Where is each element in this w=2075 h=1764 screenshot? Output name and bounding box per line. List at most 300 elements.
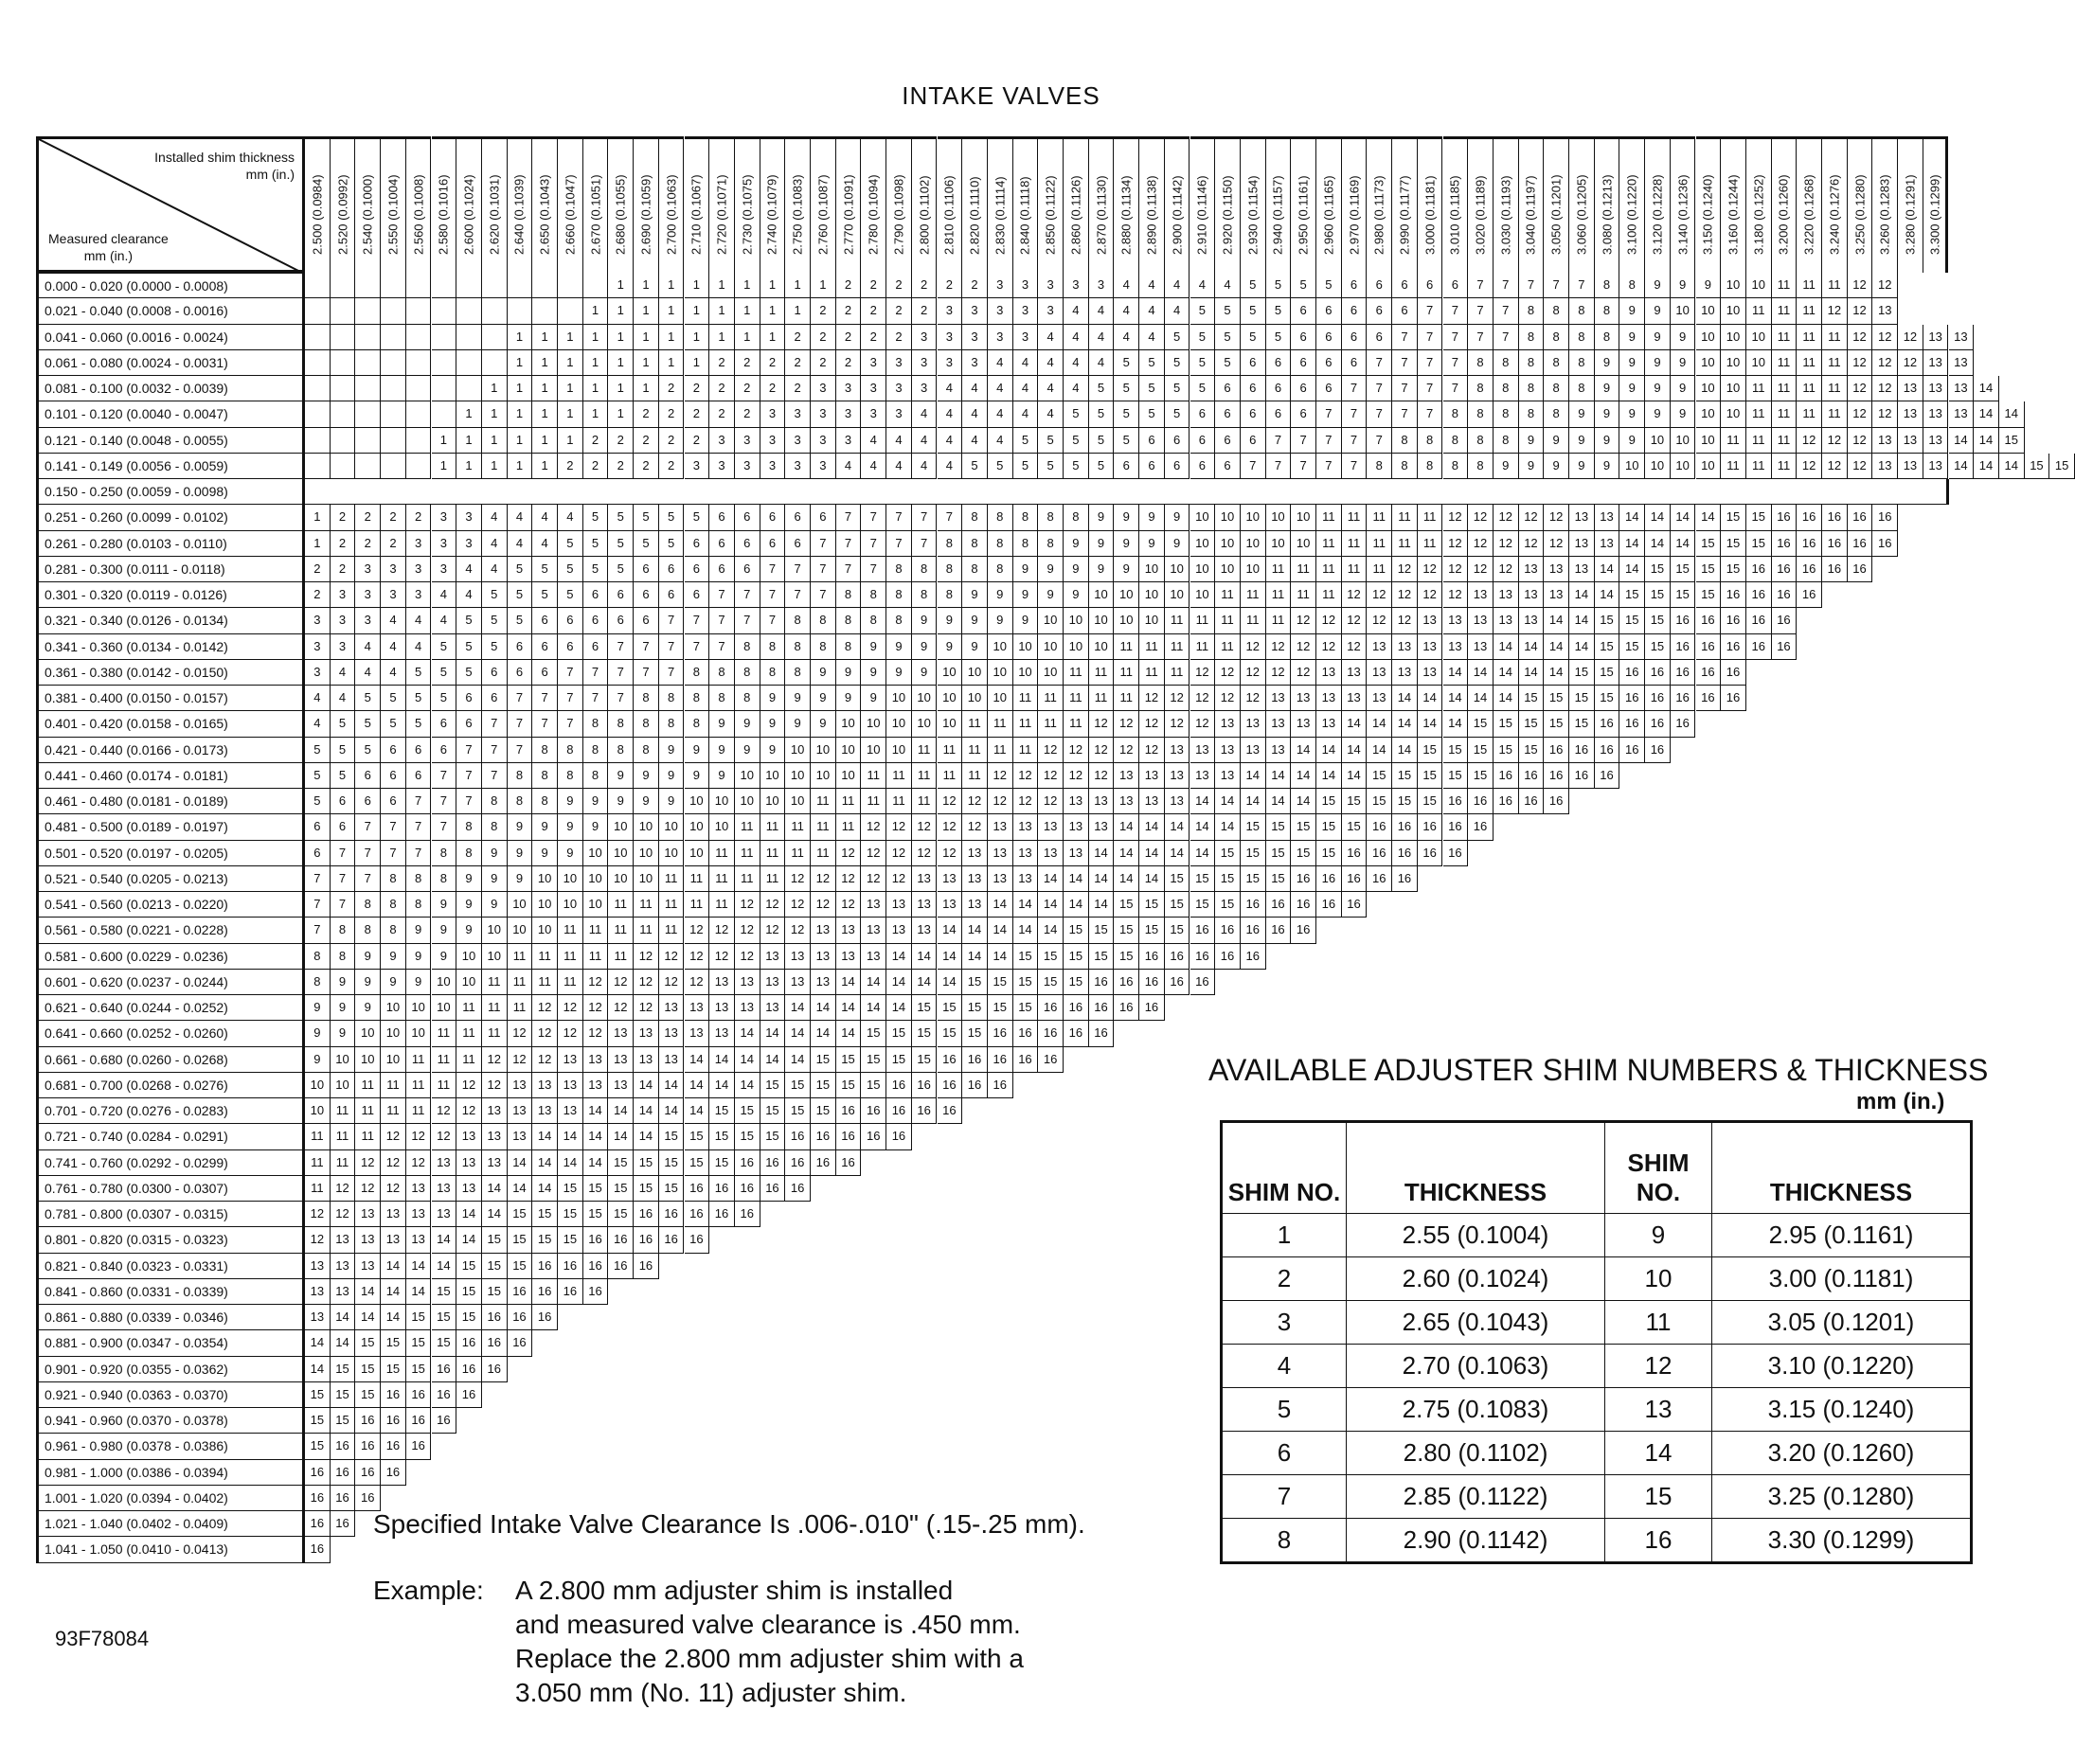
grid-cell: 13 — [1064, 814, 1089, 840]
grid-cell: 9 — [331, 1021, 356, 1046]
grid-cell: 8 — [1038, 531, 1064, 557]
grid-cell: 9 — [508, 866, 533, 892]
grid-cell: 12 — [1872, 401, 1898, 427]
grid-cell: 9 — [482, 841, 508, 866]
grid-cell: 10 — [406, 995, 432, 1021]
grid-cell: 14 — [583, 1150, 609, 1176]
grid-cell: 16 — [1619, 711, 1645, 737]
grid-cell: 10 — [1671, 298, 1696, 324]
grid-cell: 7 — [1443, 376, 1469, 401]
grid-cell: 6 — [532, 660, 558, 686]
grid-cell: 5 — [659, 531, 685, 557]
grid-cell: 4 — [456, 582, 482, 608]
grid-cell: 11 — [1165, 660, 1190, 686]
grid-cell: 15 — [1342, 814, 1368, 840]
grid-cell: 14 — [1544, 608, 1569, 633]
grid-cell: 11 — [659, 866, 685, 892]
grid-cell: 7 — [709, 582, 735, 608]
column-header-label: 3.240 (0.1276) — [1827, 174, 1842, 255]
grid-cell: 12 — [1013, 789, 1039, 814]
grid-cell: 7 — [1367, 376, 1392, 401]
grid-cell: 3 — [331, 634, 356, 660]
grid-cell: 10 — [634, 814, 659, 840]
grid-cell: 14 — [685, 1073, 710, 1098]
grid-cell: 16 — [355, 1486, 381, 1511]
grid-cell: 11 — [532, 970, 558, 995]
grid-cell: 14 — [1468, 660, 1494, 686]
grid-cell: 8 — [1468, 350, 1494, 376]
column-header — [938, 136, 963, 273]
grid-cell: 16 — [1165, 944, 1190, 970]
grid-cell: 6 — [1291, 376, 1316, 401]
grid-cell: 13 — [432, 1202, 457, 1227]
grid-cell: 15 — [1671, 582, 1696, 608]
grid-cell: 16 — [1089, 1021, 1115, 1046]
grid-cell: 12 — [558, 995, 583, 1021]
grid-cell: 8 — [912, 582, 938, 608]
clearance-row-label: 0.141 - 0.149 (0.0056 - 0.0059) — [36, 454, 305, 479]
grid-cell: 4 — [305, 686, 331, 711]
grid-cell: 4 — [1064, 325, 1089, 350]
grid-cell: 6 — [331, 814, 356, 840]
grid-cell: 11 — [1797, 350, 1822, 376]
grid-cell: 12 — [482, 1073, 508, 1098]
column-header-label: 2.870 (0.1130) — [1094, 175, 1109, 255]
grid-cell: 13 — [1266, 738, 1292, 763]
grid-cell: 4 — [355, 660, 381, 686]
grid-cell: 16 — [1316, 866, 1342, 892]
grid-cell: 16 — [938, 1098, 963, 1124]
measured-clearance-label — [48, 230, 169, 264]
grid-cell: 8 — [558, 763, 583, 789]
grid-cell: 4 — [1089, 350, 1115, 376]
grid-cell-blank — [381, 325, 406, 350]
grid-cell: 15 — [1139, 918, 1165, 943]
grid-cell: 11 — [1291, 557, 1316, 582]
grid-cell: 6 — [1367, 325, 1392, 350]
grid-cell-blank — [331, 376, 356, 401]
specified-clearance-note: Specified Intake Valve Clearance Is .006-.010" (.15-.25 mm). — [373, 1509, 1085, 1539]
shim-thickness-cell: 3.30 (0.1299) — [1712, 1519, 1972, 1563]
shim-number-cell: 3 — [1222, 1301, 1347, 1345]
grid-cell: 10 — [355, 1021, 381, 1046]
grid-cell: 6 — [685, 557, 710, 582]
grid-cell: 16 — [785, 1150, 811, 1176]
grid-cell: 8 — [1595, 273, 1620, 298]
grid-cell: 4 — [912, 454, 938, 479]
grid-cell: 15 — [1696, 531, 1722, 557]
grid-cell: 13 — [760, 944, 786, 970]
grid-cell: 13 — [1316, 686, 1342, 711]
grid-cell: 7 — [785, 582, 811, 608]
grid-cell: 16 — [1519, 789, 1545, 814]
grid-cell: 7 — [1392, 376, 1418, 401]
grid-cell: 16 — [634, 1254, 659, 1279]
grid-cell: 8 — [785, 660, 811, 686]
grid-cell: 6 — [583, 634, 609, 660]
grid-cell: 8 — [381, 892, 406, 918]
grid-cell: 1 — [634, 350, 659, 376]
clearance-row-label: 0.481 - 0.500 (0.0189 - 0.0197) — [36, 814, 305, 840]
grid-cell: 13 — [1872, 428, 1898, 454]
grid-cell: 2 — [331, 531, 356, 557]
grid-cell: 8 — [1392, 428, 1418, 454]
grid-cell: 14 — [1291, 738, 1316, 763]
grid-cell: 10 — [1013, 634, 1039, 660]
grid-cell: 14 — [1266, 763, 1292, 789]
grid-cell: 9 — [1595, 428, 1620, 454]
grid-cell: 14 — [1241, 789, 1266, 814]
grid-cell: 2 — [811, 325, 836, 350]
grid-cell: 9 — [1645, 298, 1671, 324]
grid-cell: 12 — [760, 892, 786, 918]
grid-cell: 15 — [432, 1279, 457, 1305]
grid-cell: 8 — [634, 686, 659, 711]
grid-cell: 13 — [760, 970, 786, 995]
grid-cell: 11 — [1114, 634, 1139, 660]
grid-cell: 6 — [532, 608, 558, 633]
clearance-row-label: 0.461 - 0.480 (0.0181 - 0.0189) — [36, 789, 305, 814]
grid-cell: 9 — [912, 634, 938, 660]
column-header — [685, 136, 710, 273]
grid-cell-blank — [305, 273, 331, 298]
grid-cell: 13 — [608, 1073, 634, 1098]
grid-cell: 8 — [305, 970, 331, 995]
grid-cell: 12 — [785, 866, 811, 892]
grid-cell: 1 — [482, 376, 508, 401]
grid-cell: 9 — [432, 892, 457, 918]
grid-cell: 1 — [456, 454, 482, 479]
grid-cell: 8 — [331, 918, 356, 943]
grid-cell: 16 — [735, 1176, 760, 1202]
grid-cell: 13 — [558, 1098, 583, 1124]
grid-cell: 13 — [735, 995, 760, 1021]
grid-cell-blank — [482, 273, 508, 298]
grid-cell: 16 — [1367, 866, 1392, 892]
grid-cell: 9 — [608, 789, 634, 814]
grid-cell: 13 — [1898, 454, 1923, 479]
grid-cell: 5 — [1316, 273, 1342, 298]
grid-cell: 7 — [1544, 273, 1569, 298]
grid-cell: 1 — [608, 325, 634, 350]
grid-cell: 16 — [685, 1176, 710, 1202]
column-header — [861, 136, 886, 273]
grid-cell: 15 — [1645, 582, 1671, 608]
grid-cell: 9 — [482, 866, 508, 892]
grid-cell: 11 — [355, 1124, 381, 1149]
grid-cell: 12 — [1872, 273, 1898, 298]
grid-cell: 13 — [1215, 711, 1241, 737]
grid-cell: 14 — [1999, 454, 2025, 479]
grid-cell: 2 — [912, 298, 938, 324]
grid-cell: 10 — [634, 841, 659, 866]
shim-number-cell: 14 — [1605, 1432, 1712, 1475]
grid-cell: 15 — [1266, 866, 1292, 892]
grid-cell: 10 — [1721, 350, 1746, 376]
grid-cell: 12 — [608, 970, 634, 995]
grid-cell: 15 — [508, 1227, 533, 1253]
grid-cell: 16 — [685, 1227, 710, 1253]
grid-cell: 1 — [608, 401, 634, 427]
example-line: and measured valve clearance is .450 mm. — [515, 1610, 1021, 1639]
grid-cell: 10 — [1064, 608, 1089, 633]
grid-cell: 14 — [482, 1202, 508, 1227]
grid-cell: 14 — [1139, 841, 1165, 866]
grid-cell: 9 — [760, 738, 786, 763]
grid-cell: 3 — [432, 531, 457, 557]
grid-cell: 11 — [1721, 428, 1746, 454]
installed-shim-text: Installed shim thickness — [154, 150, 295, 165]
grid-cell: 13 — [1342, 686, 1368, 711]
grid-cell: 13 — [406, 1227, 432, 1253]
grid-cell: 12 — [331, 1176, 356, 1202]
grid-cell-blank — [355, 350, 381, 376]
grid-cell: 5 — [355, 686, 381, 711]
grid-cell: 9 — [1645, 401, 1671, 427]
grid-cell: 16 — [381, 1408, 406, 1434]
grid-cell: 16 — [1619, 686, 1645, 711]
grid-cell: 16 — [1721, 634, 1746, 660]
grid-cell: 16 — [912, 1098, 938, 1124]
grid-cell: 10 — [508, 892, 533, 918]
grid-cell-blank — [583, 273, 609, 298]
grid-cell: 15 — [988, 970, 1013, 995]
grid-cell: 4 — [1089, 298, 1115, 324]
shim-number-cell: 15 — [1605, 1475, 1712, 1519]
grid-cell: 12 — [532, 1047, 558, 1073]
grid-cell: 16 — [331, 1511, 356, 1537]
grid-cell: 14 — [1619, 531, 1645, 557]
grid-cell: 11 — [1418, 531, 1443, 557]
grid-cell: 15 — [1721, 505, 1746, 530]
grid-cell: 11 — [634, 918, 659, 943]
column-header — [305, 136, 331, 273]
grid-cell: 13 — [1038, 814, 1064, 840]
grid-cell: 9 — [634, 763, 659, 789]
grid-cell: 9 — [1013, 557, 1039, 582]
grid-cell: 12 — [735, 918, 760, 943]
grid-cell: 2 — [709, 376, 735, 401]
grid-cell: 5 — [456, 634, 482, 660]
grid-cell: 3 — [836, 401, 862, 427]
column-header — [1139, 136, 1165, 273]
grid-cell: 11 — [1266, 582, 1292, 608]
clearance-row-label: 0.150 - 0.250 (0.0059 - 0.0098) — [36, 479, 305, 505]
grid-cell: 13 — [659, 1021, 685, 1046]
grid-cell: 2 — [406, 505, 432, 530]
grid-cell: 2 — [685, 376, 710, 401]
grid-cell: 16 — [1114, 970, 1139, 995]
grid-cell: 13 — [1949, 376, 1975, 401]
clearance-row-label: 0.321 - 0.340 (0.0126 - 0.0134) — [36, 608, 305, 633]
grid-cell: 15 — [836, 1047, 862, 1073]
grid-cell: 13 — [1392, 660, 1418, 686]
grid-cell: 1 — [558, 350, 583, 376]
grid-cell: 12 — [1089, 738, 1115, 763]
grid-cell: 4 — [482, 557, 508, 582]
grid-cell: 15 — [456, 1254, 482, 1279]
grid-cell: 4 — [1038, 325, 1064, 350]
grid-cell: 2 — [811, 298, 836, 324]
grid-cell: 13 — [1291, 686, 1316, 711]
shim-number-cell: 8 — [1222, 1519, 1347, 1563]
grid-cell: 7 — [1443, 325, 1469, 350]
grid-cell: 15 — [1316, 841, 1342, 866]
grid-cell: 9 — [1619, 376, 1645, 401]
grid-cell: 15 — [1645, 608, 1671, 633]
grid-cell: 1 — [508, 401, 533, 427]
grid-cell: 16 — [1872, 505, 1898, 530]
clearance-row-label: 1.041 - 1.050 (0.0410 - 0.0413) — [36, 1537, 305, 1562]
grid-cell: 10 — [962, 686, 988, 711]
grid-cell: 7 — [381, 814, 406, 840]
grid-cell: 13 — [962, 892, 988, 918]
grid-cell: 15 — [1418, 738, 1443, 763]
grid-cell: 12 — [1519, 505, 1545, 530]
grid-cell: 14 — [331, 1330, 356, 1356]
grid-cell: 1 — [608, 376, 634, 401]
grid-cell: 9 — [1013, 582, 1039, 608]
grid-cell: 8 — [988, 557, 1013, 582]
clearance-row-label: 0.801 - 0.820 (0.0315 - 0.0323) — [36, 1227, 305, 1253]
grid-cell: 10 — [938, 711, 963, 737]
grid-cell: 10 — [1038, 660, 1064, 686]
grid-cell: 7 — [1241, 454, 1266, 479]
grid-cell: 15 — [1342, 789, 1368, 814]
grid-cell: 14 — [1038, 892, 1064, 918]
grid-cell: 4 — [886, 428, 912, 454]
grid-cell: 16 — [735, 1202, 760, 1227]
grid-cell: 6 — [558, 608, 583, 633]
grid-cell: 5 — [1241, 298, 1266, 324]
shim-thickness-cell: 2.75 (0.1083) — [1347, 1388, 1605, 1432]
grid-cell: 10 — [1619, 454, 1645, 479]
grid-cell: 9 — [1696, 273, 1722, 298]
column-header-label: 2.730 (0.1075) — [740, 174, 755, 255]
grid-cell: 6 — [735, 531, 760, 557]
grid-cell: 14 — [912, 944, 938, 970]
grid-cell: 5 — [1190, 298, 1216, 324]
grid-cell: 15 — [861, 1021, 886, 1046]
grid-cell: 15 — [1418, 789, 1443, 814]
grid-cell: 10 — [1746, 350, 1772, 376]
page-title: INTAKE VALVES — [902, 81, 1100, 110]
grid-cell: 12 — [532, 1021, 558, 1046]
grid-cell: 10 — [811, 738, 836, 763]
grid-cell: 5 — [482, 634, 508, 660]
grid-cell: 16 — [785, 1124, 811, 1149]
grid-cell: 15 — [685, 1124, 710, 1149]
grid-cell: 16 — [406, 1382, 432, 1408]
grid-cell: 16 — [1064, 1021, 1089, 1046]
grid-cell: 16 — [1241, 944, 1266, 970]
column-header — [1190, 136, 1216, 273]
grid-cell: 12 — [785, 892, 811, 918]
grid-cell: 11 — [760, 814, 786, 840]
grid-cell: 2 — [685, 428, 710, 454]
grid-cell: 9 — [305, 1047, 331, 1073]
grid-cell: 11 — [1241, 582, 1266, 608]
grid-cell: 13 — [634, 1021, 659, 1046]
grid-cell: 8 — [508, 789, 533, 814]
grid-cell: 10 — [1215, 505, 1241, 530]
grid-cell: 16 — [608, 1254, 634, 1279]
grid-cell: 9 — [608, 763, 634, 789]
clearance-row-label: 0.841 - 0.860 (0.0331 - 0.0339) — [36, 1279, 305, 1305]
grid-cell: 8 — [962, 505, 988, 530]
grid-cell: 8 — [1418, 428, 1443, 454]
grid-cell: 3 — [836, 376, 862, 401]
grid-cell: 10 — [1266, 505, 1292, 530]
grid-cell: 4 — [861, 454, 886, 479]
grid-cell: 7 — [1418, 376, 1443, 401]
grid-cell: 1 — [634, 273, 659, 298]
grid-cell: 5 — [482, 582, 508, 608]
grid-cell: 2 — [659, 428, 685, 454]
grid-cell: 3 — [861, 376, 886, 401]
grid-cell: 15 — [1494, 711, 1519, 737]
grid-cell: 14 — [1974, 428, 1999, 454]
column-header — [1544, 136, 1569, 273]
grid-cell: 1 — [583, 298, 609, 324]
grid-cell: 16 — [1772, 634, 1798, 660]
grid-cell: 9 — [508, 814, 533, 840]
grid-cell: 12 — [508, 1047, 533, 1073]
grid-cell: 4 — [1013, 401, 1039, 427]
grid-cell: 12 — [1190, 711, 1216, 737]
grid-cell: 11 — [1746, 428, 1772, 454]
grid-cell: 12 — [1443, 505, 1469, 530]
grid-cell: 7 — [659, 608, 685, 633]
grid-cell: 12 — [1266, 634, 1292, 660]
column-header — [1266, 136, 1292, 273]
shim-table-row — [1222, 1214, 1972, 1257]
grid-cell: 11 — [912, 763, 938, 789]
grid-cell: 12 — [1822, 298, 1848, 324]
grid-cell: 8 — [1494, 350, 1519, 376]
grid-cell: 15 — [1696, 557, 1722, 582]
grid-cell: 13 — [1165, 789, 1190, 814]
grid-cell: 11 — [962, 738, 988, 763]
grid-cell: 16 — [1721, 582, 1746, 608]
grid-cell: 3 — [406, 582, 432, 608]
grid-cell: 12 — [1468, 531, 1494, 557]
grid-cell: 11 — [1266, 557, 1292, 582]
example-label: Example: — [373, 1576, 484, 1605]
grid-cell: 3 — [938, 298, 963, 324]
grid-cell: 7 — [558, 660, 583, 686]
grid-cell: 5 — [432, 634, 457, 660]
grid-cell: 13 — [1064, 841, 1089, 866]
grid-cell-blank — [532, 298, 558, 324]
grid-cell: 2 — [331, 557, 356, 582]
grid-cell: 1 — [760, 325, 786, 350]
grid-cell: 3 — [685, 454, 710, 479]
grid-cell: 8 — [1367, 454, 1392, 479]
grid-cell: 8 — [988, 505, 1013, 530]
grid-cell: 12 — [1064, 738, 1089, 763]
clearance-row-label: 0.041 - 0.060 (0.0016 - 0.0024) — [36, 325, 305, 350]
grid-cell: 12 — [938, 841, 963, 866]
grid-cell: 15 — [381, 1357, 406, 1382]
shim-table-row — [1222, 1519, 1972, 1563]
grid-cell-blank — [355, 376, 381, 401]
grid-cell: 8 — [1519, 298, 1545, 324]
grid-cell: 16 — [1696, 686, 1722, 711]
grid-cell: 7 — [355, 866, 381, 892]
grid-cell: 6 — [1266, 401, 1292, 427]
grid-cell: 14 — [406, 1254, 432, 1279]
